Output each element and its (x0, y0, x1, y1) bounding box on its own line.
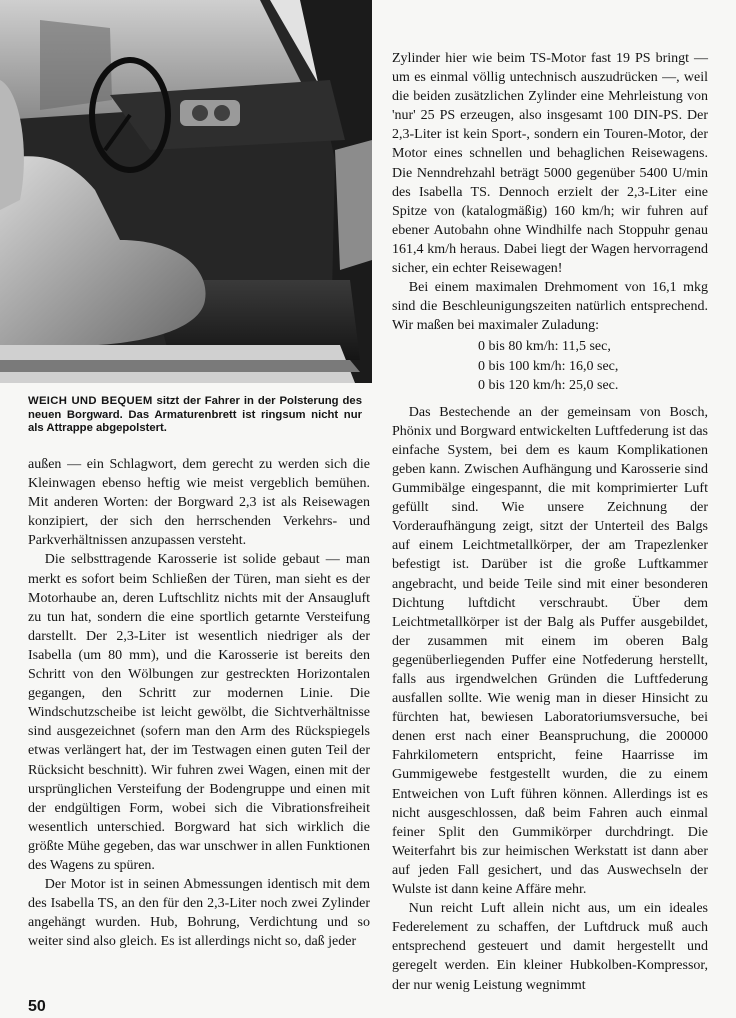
caption-text: sitzt der Fahrer in der Polsterung des neuen Borgward. Das Armaturenbrett ist ringsum nicht nur als Attrappe abgepolstert. (28, 395, 362, 435)
left-text-column (28, 455, 370, 951)
paragraph: Nun reicht Luft allein nicht aus, um ein ideales Federelement zu schaffen, der Luftdruck muß auch entsprechend gesteuert und damit hergestellt und geregelt werden. Ein kleiner Hubkolben-Kompressor, der nur wenig Leistung wegnimmt (392, 901, 708, 993)
paragraph: Zylinder hier wie beim TS-Motor fast 19 PS bringt — um es einmal völlig untechnisch auszudrücken —, weil die beiden zusätzlichen Zylinder eine Mehrleistung von 'nur' 25 PS erzeugen, also insgesamt 100 DIN-PS. Der 2,3-Liter ist kein Sport-, sondern ein Touren-Motor, der Motor eines schnellen und behaglichen Reisewagens. Die Nenndrehzahl beträgt 5000 gegenüber 5400 U/min des Isabella TS. Dennoch erzielt der 2,3-Liter eine Spitze von (katalogmäßig) 160 km/h; wir fuhren auf ebener Autobahn ohne Windhilfe nach Stoppuhr genau 161,4 km/h heraus. Dabei liegt der Wagen hervorragend sicher, ein echter Reisewagen! (392, 51, 708, 277)
paragraph: Das Bestechende an der gemeinsam von Bosch, Phönix und Borgward entwickelten Luftfederung ist das einfache System, bei dem es kaum Komplikationen geben kann. Zwischen Aufhängung und Karosserie sind Gummibälge eingespannt, die mit komprimierter Luft gefüllt sind. Wie unsere Zeichnung der Vorderaufhängung zeigt, sitzt der Unterteil des Balgs auf einem Leichtmetallkörper, der am Trapezlenker befestigt ist. Darüber ist die große Luftkammer angebracht, und beide Teile sind mit einer besonderen Dichtung luftdicht verschraubt. Über dem Leichtmetallkörper ist der Balg als Puffer ausgebildet, der zusammen mit einem im oberen Balg gegenüberliegenden Puffer eine Notfederung herstellt, falls aus irgendwelchen Gründen die Luftfederung ausfallen sollte. Wie wenig man in dieser Hinsicht zu fürchten hat, bewiesen Laboratoriumsversuche, bei denen erst nach einer Beanspruchung, die 200000 Fahrkilometern entspricht, feine Haarrisse im Gummigewebe festgestellt wurden, die zu einem Entweichen von Luft führen können. Allerdings ist es nicht ausgeschlossen, daß beim Fahren auch einmal feiner Split den Gummikörper durchdringt. Die Weiterfahrt bis zur heimischen Werkstatt ist dann aber auf jeden Fall gesichert, und das Auswechseln der Wulste ist dann keine Affäre mehr. (392, 404, 708, 898)
acceleration-item: 0 bis 100 km/h: 16,0 sec, (478, 358, 619, 374)
car-interior-illustration (0, 0, 372, 383)
page-number: 50 (28, 998, 46, 1015)
acceleration-item: 0 bis 120 km/h: 25,0 sec. (478, 377, 619, 393)
photo-caption (28, 395, 362, 436)
paragraph: Der Motor ist in seinen Abmessungen identisch mit dem des Isabella TS, an den für den 2,3-Liter noch zwei Zylinder angehängt wurden. Hub, Bohrung, Verdichtung und so weiter sind also gleich. Es ist allerdings nicht so, daß jeder (28, 877, 370, 950)
right-text-column (392, 49, 708, 995)
caption-lead: WEICH UND BEQUEM (28, 395, 153, 407)
paragraph: außen — ein Schlagwort, dem gerecht zu werden sich die Kleinwagen ebenso heftig wie meist vergeblich bemühen. Mit anderen Worten: der Borgward 2,3 ist als Reisewagen konzipiert, der sich den herrschenden Verkehrs- und Parkverhältnissen anzupassen versteht. (28, 457, 370, 549)
paragraph: Bei einem maximalen Drehmoment von 16,1 mkg sind die Beschleunigungszeiten natürlich entsprechend. Wir maßen bei maximaler Zuladung: (392, 280, 708, 334)
acceleration-list (478, 337, 708, 394)
acceleration-item: 0 bis 80 km/h: 11,5 sec, (478, 339, 611, 355)
paragraph: Die selbsttragende Karosserie ist solide gebaut — man merkt es sofort beim Schließen der Türen, man sieht es der Motorhaube an, deren Luftschlitz nichts mit der Ansaugluft zu tun hat, sondern die eine sportlich getarnte Versteifung darstellt. Der 2,3-Liter ist wesentlich niedriger als der Isabella (um 80 mm), und die Karosserie ist bereits den Schritt von den Wölbungen zur gestreckten Horizontalen gegangen, den Schritt zur modernen Linie. Die Windschutzscheibe ist leicht gewölbt, die Sichtverhältnisse sind ausgezeichnet (sofern man den Arm des Rückspiegels etwas verlängert hat, der im Testwagen einen guten Teil der Rücksicht beschnitt). Wir fuhren zwei Wagen, einen mit der ursprünglichen Versteifung der Bodengruppe und einen mit der endgültigen Form, wobei sich die Vibrationsfreiheit wesentlich unterschied. Borgward hat sich wirklich die größte Mühe gegeben, das war unschwer in allen Funktionen des Wagens zu spüren. (28, 552, 370, 873)
car-interior-photo (0, 0, 372, 383)
